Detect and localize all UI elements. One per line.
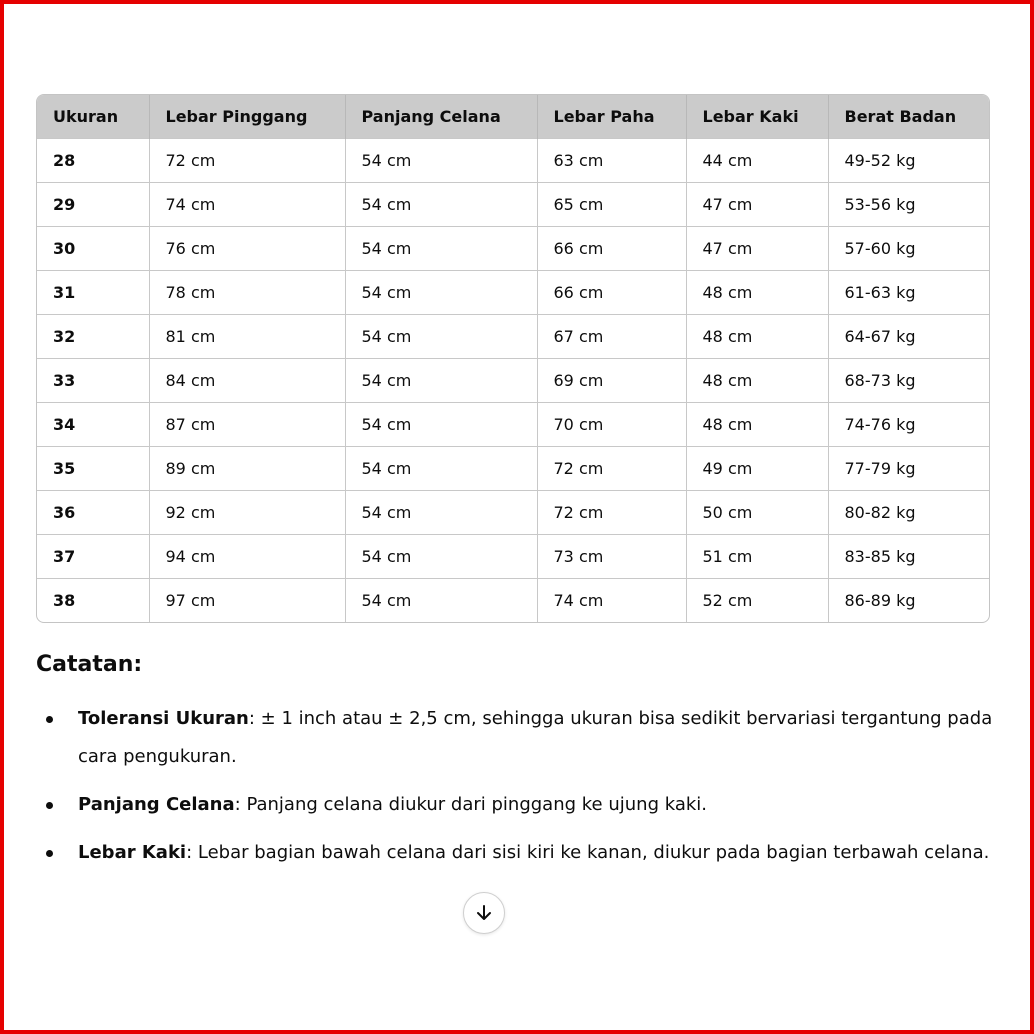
table-cell: 80-82 kg — [828, 491, 989, 535]
note-term: Lebar Kaki — [78, 842, 187, 863]
table-row — [37, 579, 989, 623]
table-row — [37, 359, 989, 403]
table-row — [37, 491, 989, 535]
size-table-container — [36, 94, 990, 623]
notes-list — [36, 700, 998, 882]
table-cell: 54 cm — [345, 359, 537, 403]
scroll-down-button[interactable] — [463, 892, 505, 934]
size-cell: 33 — [37, 359, 149, 403]
table-cell: 54 cm — [345, 579, 537, 623]
size-cell: 35 — [37, 447, 149, 491]
table-cell: 47 cm — [686, 227, 828, 271]
table-cell: 48 cm — [686, 403, 828, 447]
table-cell: 72 cm — [149, 139, 345, 183]
table-cell: 49-52 kg — [828, 139, 989, 183]
table-cell: 76 cm — [149, 227, 345, 271]
table-cell: 53-56 kg — [828, 183, 989, 227]
table-cell: 69 cm — [537, 359, 686, 403]
table-cell: 73 cm — [537, 535, 686, 579]
table-cell: 50 cm — [686, 491, 828, 535]
table-cell: 81 cm — [149, 315, 345, 359]
table-cell: 70 cm — [537, 403, 686, 447]
table-row — [37, 139, 989, 183]
table-cell: 48 cm — [686, 271, 828, 315]
size-cell: 29 — [37, 183, 149, 227]
table-cell: 54 cm — [345, 139, 537, 183]
table-cell: 54 cm — [345, 535, 537, 579]
table-cell: 84 cm — [149, 359, 345, 403]
note-item — [78, 700, 998, 776]
table-cell: 51 cm — [686, 535, 828, 579]
size-cell: 31 — [37, 271, 149, 315]
arrow-down-icon — [474, 903, 494, 923]
size-cell: 36 — [37, 491, 149, 535]
table-body — [37, 139, 989, 623]
table-cell: 54 cm — [345, 183, 537, 227]
table-cell: 68-73 kg — [828, 359, 989, 403]
table-cell: 97 cm — [149, 579, 345, 623]
table-cell: 72 cm — [537, 491, 686, 535]
table-cell: 92 cm — [149, 491, 345, 535]
table-row — [37, 271, 989, 315]
table-row — [37, 403, 989, 447]
size-cell: 37 — [37, 535, 149, 579]
table-cell: 72 cm — [537, 447, 686, 491]
column-header: Lebar Pinggang — [149, 95, 345, 139]
table-cell: 94 cm — [149, 535, 345, 579]
table-cell: 63 cm — [537, 139, 686, 183]
size-cell: 34 — [37, 403, 149, 447]
size-cell: 38 — [37, 579, 149, 623]
table-row — [37, 535, 989, 579]
note-item — [78, 786, 998, 824]
note-term: Toleransi Ukuran — [78, 708, 249, 729]
column-header: Panjang Celana — [345, 95, 537, 139]
table-row — [37, 227, 989, 271]
table-header-row — [37, 95, 989, 139]
column-header: Berat Badan — [828, 95, 989, 139]
table-cell: 67 cm — [537, 315, 686, 359]
table-cell: 44 cm — [686, 139, 828, 183]
note-term: Panjang Celana — [78, 794, 235, 815]
table-cell: 54 cm — [345, 403, 537, 447]
size-table — [37, 95, 989, 622]
note-text: : Panjang celana diukur dari pinggang ke ujung kaki. — [234, 794, 707, 815]
table-cell: 54 cm — [345, 271, 537, 315]
table-row — [37, 315, 989, 359]
table-cell: 77-79 kg — [828, 447, 989, 491]
notes-heading: Catatan: — [36, 652, 143, 677]
table-cell: 74 cm — [149, 183, 345, 227]
table-cell: 78 cm — [149, 271, 345, 315]
table-cell: 74-76 kg — [828, 403, 989, 447]
table-cell: 52 cm — [686, 579, 828, 623]
column-header: Lebar Kaki — [686, 95, 828, 139]
size-cell: 32 — [37, 315, 149, 359]
table-row — [37, 183, 989, 227]
table-cell: 86-89 kg — [828, 579, 989, 623]
table-cell: 61-63 kg — [828, 271, 989, 315]
size-cell: 30 — [37, 227, 149, 271]
table-cell: 87 cm — [149, 403, 345, 447]
note-text: : ± 1 inch atau ± 2,5 cm, sehingga ukuran bisa sedikit bervariasi tergantung pada cara pengukuran. — [78, 708, 993, 767]
size-cell: 28 — [37, 139, 149, 183]
table-row — [37, 447, 989, 491]
table-cell: 89 cm — [149, 447, 345, 491]
table-cell: 48 cm — [686, 315, 828, 359]
table-cell: 48 cm — [686, 359, 828, 403]
table-cell: 65 cm — [537, 183, 686, 227]
table-cell: 54 cm — [345, 447, 537, 491]
column-header: Lebar Paha — [537, 95, 686, 139]
note-text: : Lebar bagian bawah celana dari sisi kiri ke kanan, diukur pada bagian terbawah celana. — [186, 842, 990, 863]
table-cell: 74 cm — [537, 579, 686, 623]
table-cell: 54 cm — [345, 227, 537, 271]
table-cell: 57-60 kg — [828, 227, 989, 271]
table-cell: 64-67 kg — [828, 315, 989, 359]
note-item — [78, 834, 998, 872]
table-cell: 83-85 kg — [828, 535, 989, 579]
table-cell: 54 cm — [345, 491, 537, 535]
table-cell: 49 cm — [686, 447, 828, 491]
table-cell: 54 cm — [345, 315, 537, 359]
table-cell: 66 cm — [537, 271, 686, 315]
column-header: Ukuran — [37, 95, 149, 139]
table-cell: 47 cm — [686, 183, 828, 227]
table-cell: 66 cm — [537, 227, 686, 271]
